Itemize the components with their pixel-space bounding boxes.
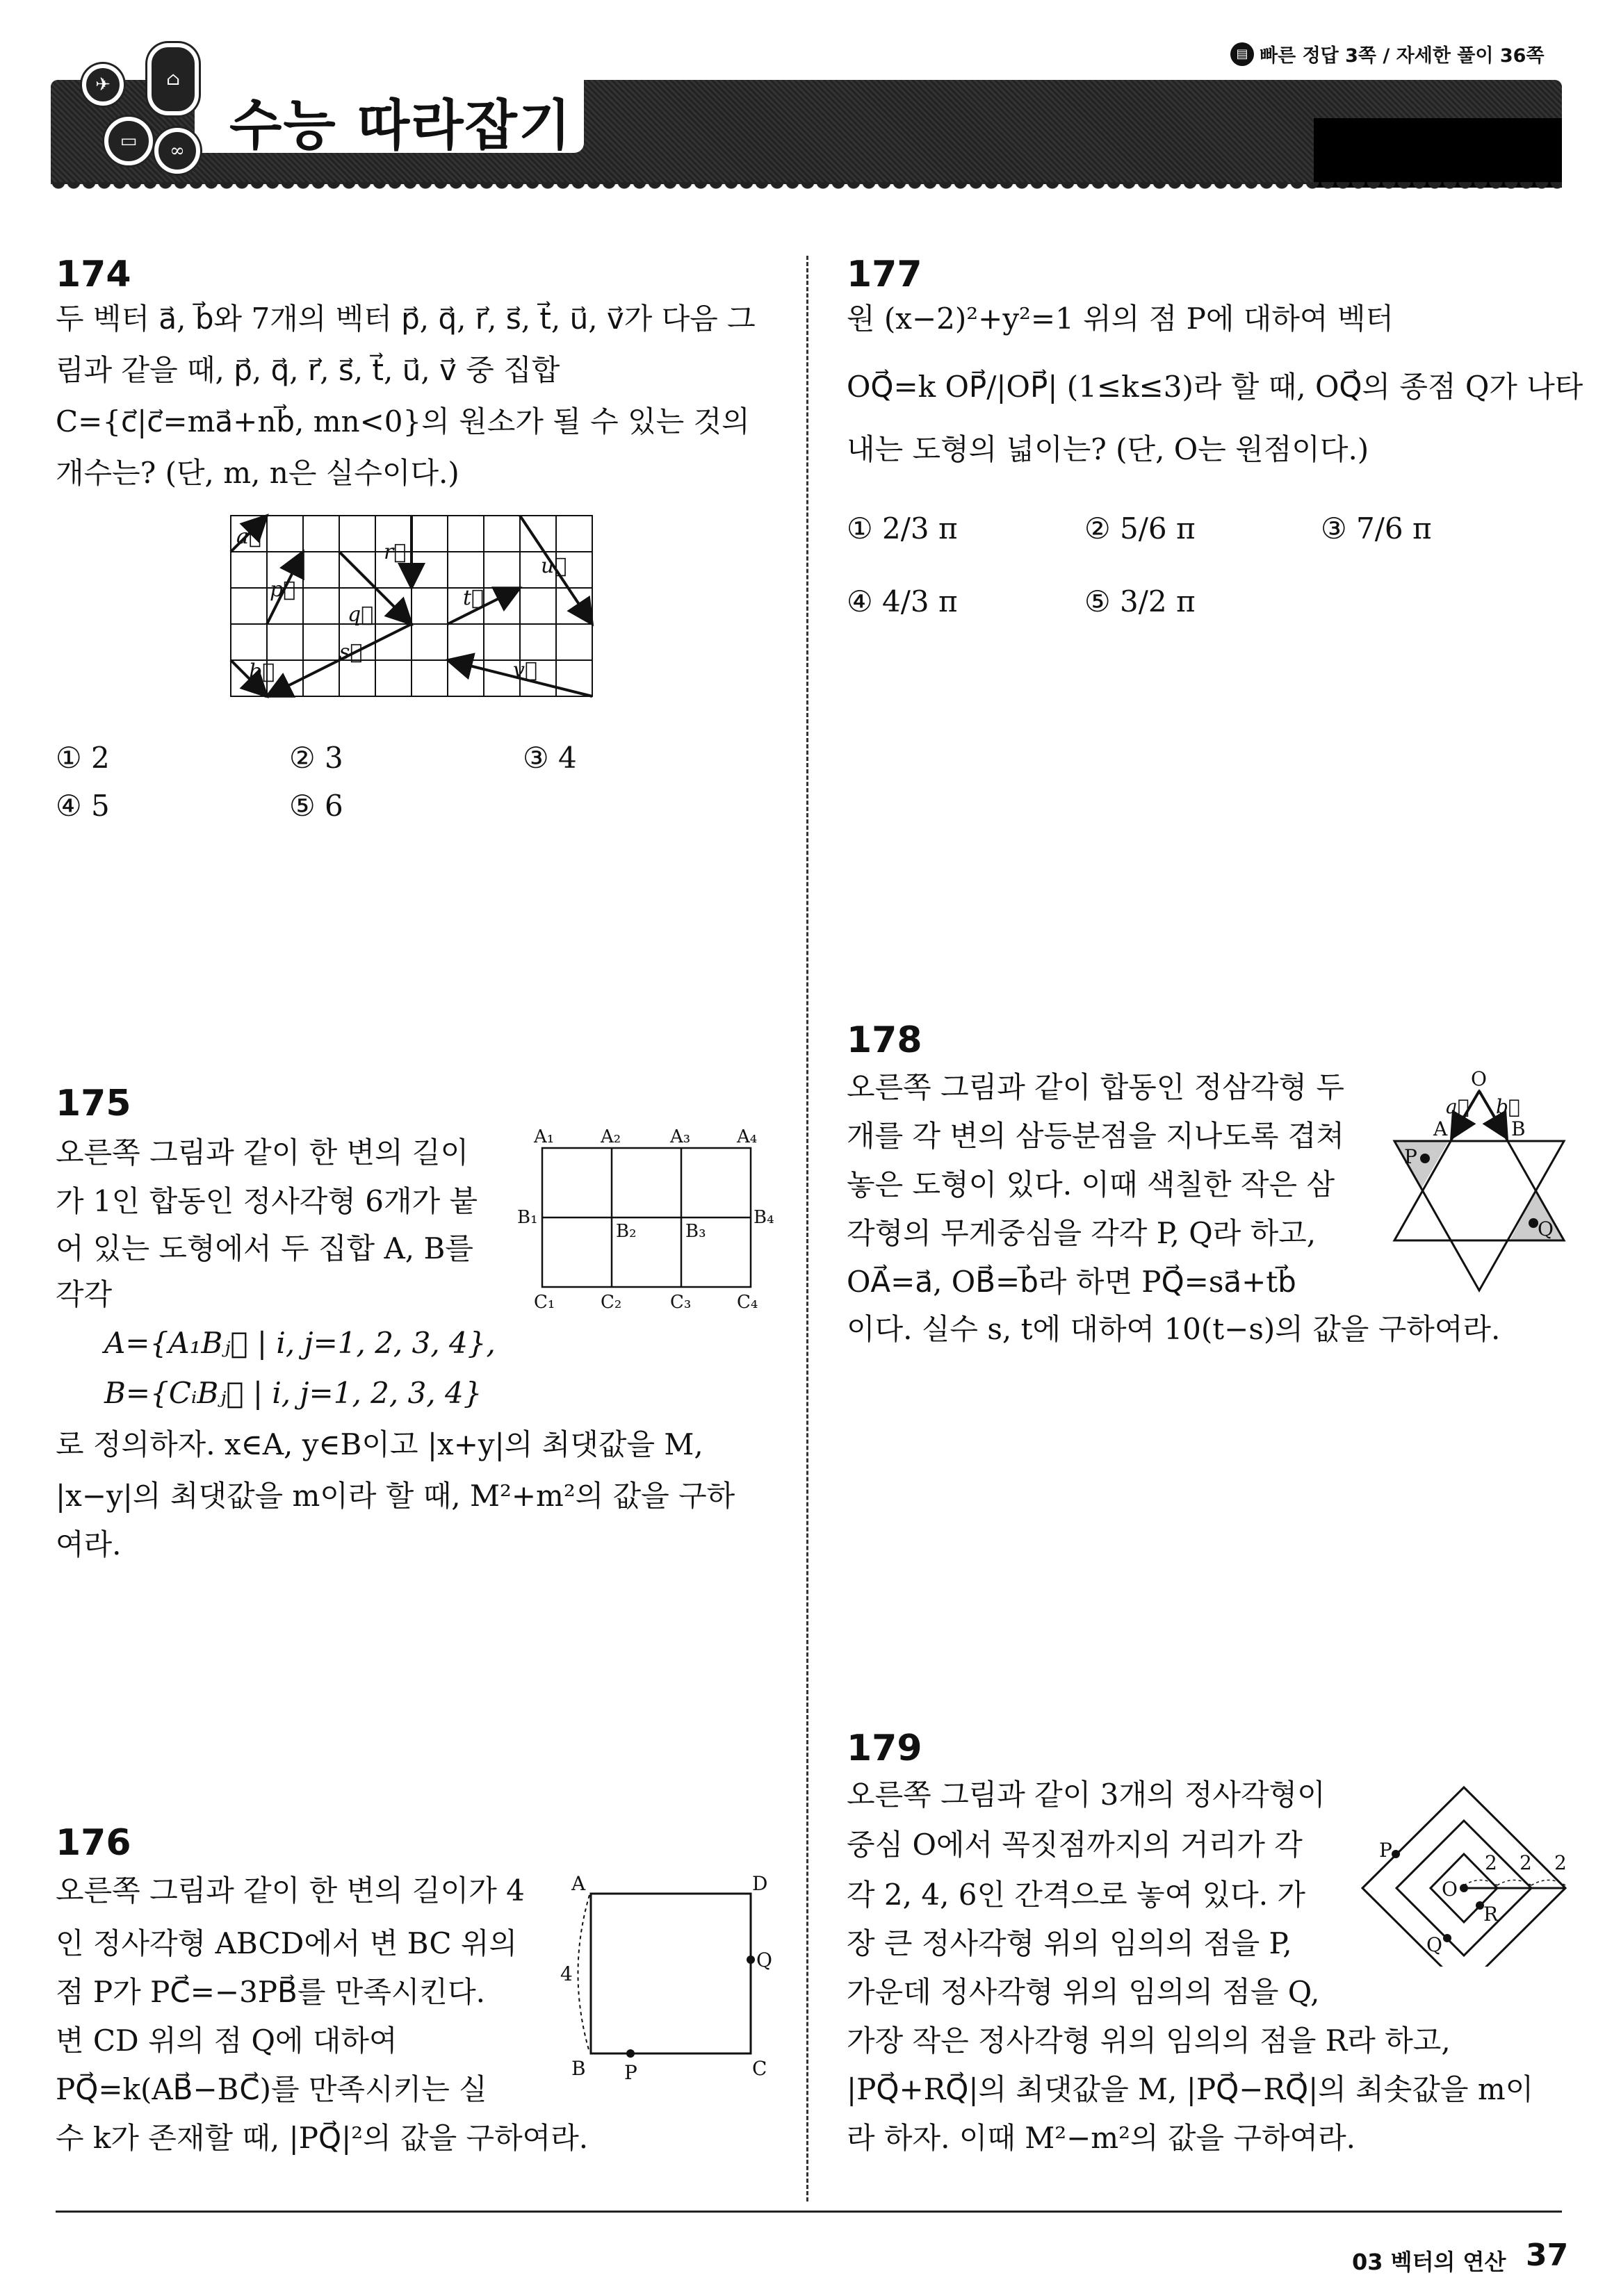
label-vector-a: a⃗ <box>1446 1095 1469 1118</box>
label-b: B <box>1511 1117 1526 1140</box>
label-v: v⃗ <box>513 658 537 682</box>
problem-text: C={c⃗|c⃗=ma⃗+nb⃗, mn<0}의 원소가 될 수 있는 것의 <box>56 404 750 438</box>
label-r: r⃗ <box>384 540 407 564</box>
problem-number: 175 <box>56 1083 131 1124</box>
problem-text: 오른쪽 그림과 같이 한 변의 길이가 4 <box>56 1873 525 1908</box>
nested-squares-figure <box>1349 1772 1571 1967</box>
problem-text: 각 2, 4, 6인 간격으로 놓여 있다. 가 <box>847 1878 1305 1912</box>
problem-text: 림과 같을 때, p⃗, q⃗, r⃗, s⃗, t⃗, u⃗, v⃗ 중 집합 <box>56 353 560 387</box>
label-c4: C₄ <box>737 1292 758 1313</box>
square-abcd-figure <box>556 1869 785 2085</box>
problem-text: 여라. <box>56 1527 122 1561</box>
problem-text: 내는 도형의 넓이는? (단, O는 원점이다.) <box>847 432 1369 466</box>
problem-text: 두 벡터 a⃗, b⃗와 7개의 벡터 p⃗, q⃗, r⃗, s⃗, t⃗, u⃗, v⃗가 다음 그 <box>56 302 756 336</box>
problem-text: 가장 작은 정사각형 위의 임의의 점을 R라 하고, <box>847 2024 1451 2058</box>
problem-text: 놓은 도형이 있다. 이때 색칠한 작은 삼 <box>847 1167 1335 1202</box>
label-a: a⃗ <box>236 525 261 549</box>
chapter-label: 03 벡터의 연산 <box>1352 2249 1506 2275</box>
label-c2: C₂ <box>601 1292 622 1313</box>
point-p <box>626 2049 635 2058</box>
label-d: D <box>752 1872 768 1895</box>
book-icon: ▤ <box>1230 42 1254 66</box>
label-c1: C₁ <box>534 1292 555 1313</box>
shaded-triangle-q <box>1510 1191 1564 1240</box>
label-o: O <box>1442 1878 1458 1901</box>
problem-text: 각각 <box>56 1277 113 1311</box>
answer-reference <box>1230 40 1545 67</box>
choice-5[interactable]: ⑤ 6 <box>289 789 343 823</box>
vector-grid-figure <box>222 507 612 709</box>
problem-text: 가 1인 합동인 정사각형 6개가 붙 <box>56 1184 478 1218</box>
point-q <box>747 1955 755 1964</box>
problem-text: 수 k가 존재할 때, |PQ⃗|²의 값을 구하여라. <box>56 2121 589 2155</box>
label-q: q⃗ <box>348 602 374 627</box>
label-p: P <box>1379 1839 1392 1862</box>
choice-3[interactable]: ③ 4 <box>523 741 577 775</box>
label-a4: A₄ <box>737 1126 758 1147</box>
problem-number: 176 <box>56 1822 131 1864</box>
choice-4[interactable]: ④ 5 <box>56 789 110 823</box>
shaded-triangle-p <box>1394 1141 1449 1188</box>
column-divider <box>806 256 808 2201</box>
banner-decoration <box>1314 118 1562 188</box>
problem-number: 178 <box>847 1019 922 1061</box>
problem-text: |PQ⃗+RQ⃗|의 최댓값을 M, |PQ⃗−RQ⃗|의 최솟값을 m이 <box>847 2072 1534 2106</box>
problem-text: 이다. 실수 s, t에 대하여 10(t−s)의 값을 구하여라. <box>847 1312 1501 1346</box>
label-a1: A₁ <box>534 1126 555 1147</box>
problem-text: 각형의 무게중심을 각각 P, Q라 하고, <box>847 1216 1317 1250</box>
label-q: Q <box>756 1949 772 1971</box>
car-icon: ▭ <box>104 117 153 165</box>
label-u: u⃗ <box>541 554 567 578</box>
label-t: t⃗ <box>463 586 484 610</box>
choice-4[interactable]: ④ 4/3 π <box>847 584 958 618</box>
problem-text: OA⃗=a⃗, OB⃗=b⃗라 하면 PQ⃗=sa⃗+tb⃗ <box>847 1265 1296 1299</box>
label-b: B <box>571 2057 586 2080</box>
label-p: P <box>624 2061 637 2084</box>
label-b3: B₃ <box>685 1221 706 1242</box>
label-b4: B₄ <box>754 1207 774 1228</box>
problem-text: 인 정사각형 ABCD에서 변 BC 위의 <box>56 1926 518 1960</box>
label-q: Q <box>1538 1217 1554 1240</box>
problem-text: 점 P가 PC⃗=−3PB⃗를 만족시킨다. <box>56 1975 486 2009</box>
label-b: b⃗ <box>249 659 275 684</box>
problem-number: 174 <box>56 254 131 295</box>
label-p: P <box>1404 1145 1417 1168</box>
label-c: C <box>752 2057 767 2080</box>
label-side-length: 4 <box>560 1962 573 1985</box>
problem-text: 변 CD 위의 점 Q에 대하여 <box>56 2024 398 2058</box>
label-distance-1: 2 <box>1485 1851 1497 1874</box>
label-a2: A₂ <box>601 1126 621 1147</box>
label-distance-2: 2 <box>1520 1851 1532 1874</box>
label-a: A <box>1433 1117 1448 1140</box>
section-title: 수능 따라잡기 <box>229 95 573 157</box>
problem-text: PQ⃗=k(AB⃗−BC⃗)를 만족시키는 실 <box>56 2072 487 2106</box>
problem-number: 177 <box>847 254 922 295</box>
problem-text: 개를 각 변의 삼등분점을 지나도록 겹쳐 <box>847 1119 1344 1153</box>
label-r: R <box>1483 1903 1499 1926</box>
problem-text: 장 큰 정사각형 위의 임의의 점을 P, <box>847 1926 1292 1960</box>
house-icon: ⌂ <box>147 43 199 115</box>
label-s: s⃗ <box>339 640 363 664</box>
label-q: Q <box>1426 1933 1442 1956</box>
problem-text: |x−y|의 최댓값을 m이라 할 때, M²+m²의 값을 구하 <box>56 1479 735 1513</box>
choice-5[interactable]: ⑤ 3/2 π <box>1084 584 1196 618</box>
page-number: 37 <box>1526 2238 1569 2273</box>
label-distance-3: 2 <box>1554 1851 1567 1874</box>
problem-number: 179 <box>847 1728 922 1769</box>
set-a-definition: A={A₁Bⱼ⃗ | i, j=1, 2, 3, 4}, <box>104 1326 496 1360</box>
choice-1[interactable]: ① 2/3 π <box>847 511 958 546</box>
hexagram-figure <box>1376 1056 1571 1299</box>
problem-text: 오른쪽 그림과 같이 3개의 정사각형이 <box>847 1778 1326 1812</box>
problem-text: 오른쪽 그림과 같이 한 변의 길이 <box>56 1135 469 1170</box>
rocket-icon: ✈ <box>82 64 124 106</box>
label-a: A <box>571 1872 586 1895</box>
label-p: p⃗ <box>270 577 296 602</box>
problem-text: 오른쪽 그림과 같이 합동인 정삼각형 두 <box>847 1070 1344 1104</box>
choice-2[interactable]: ② 3 <box>289 741 343 775</box>
label-vector-b: b⃗ <box>1496 1095 1520 1118</box>
six-squares-figure <box>514 1126 779 1320</box>
problem-text: 원 (x−2)²+y²=1 위의 점 P에 대하여 벡터 <box>847 302 1394 336</box>
problem-text: 라 하자. 이때 M²−m²의 값을 구하여라. <box>847 2121 1356 2155</box>
label-a3: A₃ <box>670 1126 691 1147</box>
banner-edge <box>51 182 1562 197</box>
choice-1[interactable]: ① 2 <box>56 741 110 775</box>
footer-rule <box>56 2211 1562 2213</box>
problem-text: 중심 O에서 꼭짓점까지의 거리가 각 <box>847 1828 1303 1862</box>
bicycle-icon: ∞ <box>154 128 200 174</box>
problem-text: 로 정의하자. x∈A, y∈B이고 |x+y|의 최댓값을 M, <box>56 1427 703 1461</box>
problem-text: 개수는? (단, m, n은 실수이다.) <box>56 456 459 490</box>
choice-2[interactable]: ② 5/6 π <box>1084 511 1196 546</box>
problem-text: 가운데 정사각형 위의 임의의 점을 Q, <box>847 1975 1320 2009</box>
problem-text: OQ⃗=k OP⃗/|OP⃗| (1≤k≤3)라 할 때, OQ⃗의 종점 Q가 나타 <box>847 370 1583 404</box>
choice-3[interactable]: ③ 7/6 π <box>1321 511 1432 546</box>
label-b1: B₁ <box>517 1207 538 1228</box>
label-o: O <box>1471 1067 1487 1090</box>
answer-reference-text: 빠른 정답 3쪽 / 자세한 풀이 36쪽 <box>1260 45 1545 67</box>
set-b-definition: B={CᵢBⱼ⃗ | i, j=1, 2, 3, 4} <box>104 1376 482 1410</box>
problem-text: 어 있는 도형에서 두 집합 A, B를 <box>56 1231 473 1265</box>
label-c3: C₃ <box>670 1292 692 1313</box>
label-b2: B₂ <box>616 1221 637 1242</box>
